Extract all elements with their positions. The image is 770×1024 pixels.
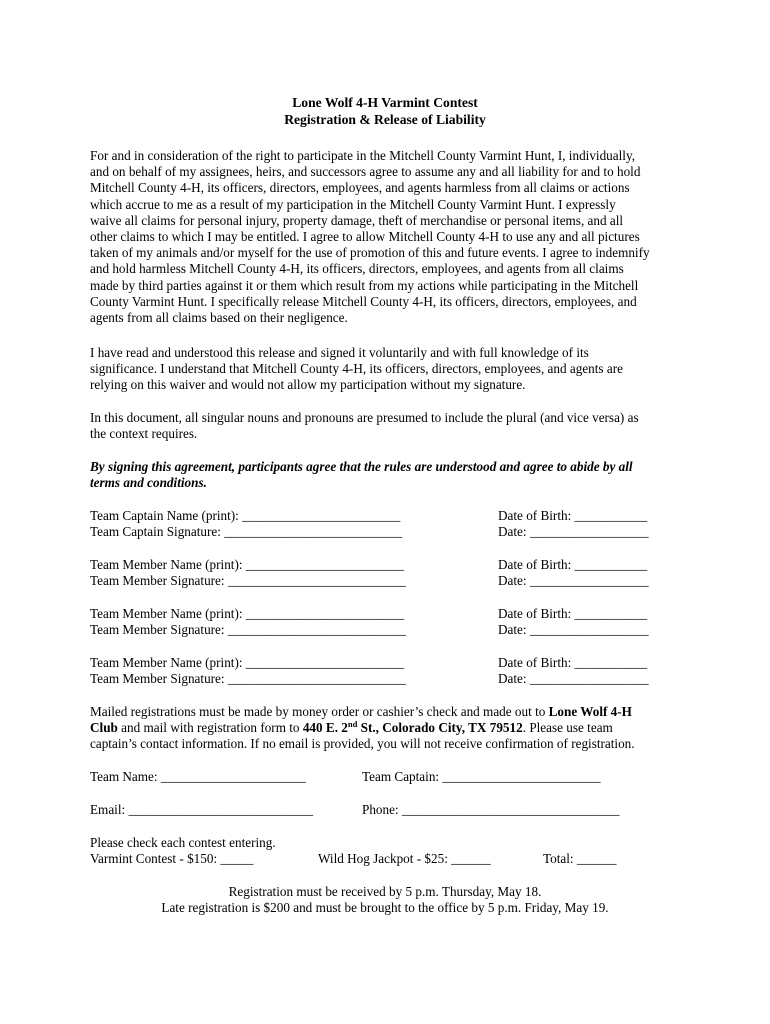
- release-line: For and in consideration of the right to participate in the Mitchell County Varmint Hunt, I, individually,: [90, 148, 635, 163]
- payee-name: Lone Wolf 4-H: [548, 704, 632, 719]
- agreement-line: By signing this agreement, participants agree that the rules are understood and agree to abide by all: [90, 459, 633, 474]
- payee-name-cont: Club: [90, 720, 118, 736]
- ack-line: relying on this waiver and would not allow my participation without my signature.: [90, 377, 526, 393]
- member-signature-field[interactable]: Team Member Signature: ___________________________: [90, 622, 406, 637]
- email-field[interactable]: Email: ____________________________: [90, 802, 314, 817]
- contest-instruction: Please check each contest entering.: [90, 835, 276, 850]
- ack-line: significance. I understand that Mitchell County 4-H, its officers, directors, employees, and agents are: [90, 361, 623, 377]
- member-signature-field[interactable]: Team Member Signature: ___________________________: [90, 573, 406, 588]
- ack-line: I have read and understood this release and signed it voluntarily and with full knowledge of its: [90, 345, 589, 360]
- form-title: Lone Wolf 4-H Varmint Contest: [292, 95, 478, 110]
- member-date-field[interactable]: Date: __________________: [498, 671, 649, 686]
- captain-name-field[interactable]: Team Captain Name (print): ________________________: [90, 508, 401, 523]
- agreement-statement: [90, 459, 682, 491]
- team-captain-field[interactable]: Team Captain: ________________________: [362, 769, 601, 784]
- mailing-text: Mailed registrations must be made by money order or cashier’s check and made out to: [90, 704, 549, 719]
- mailing-text: . Please use team: [522, 720, 613, 736]
- agreement-line: terms and conditions.: [90, 475, 207, 491]
- release-line: and on behalf of my assignees, heirs, and successors agree to assume any and all liability for and to hold: [90, 164, 641, 180]
- mailing-line: captain’s contact information. If no email is provided, you will not receive confirmation of registration.: [90, 736, 635, 752]
- member-name-field[interactable]: Team Member Name (print): ________________________: [90, 606, 405, 621]
- mailing-line: [90, 720, 682, 736]
- release-line: taken of my animals and/or myself for the use of promotion of this and future events. I agree to indemnify: [90, 245, 650, 261]
- phone-field[interactable]: Phone: _________________________________: [362, 802, 620, 817]
- form-subtitle: Registration & Release of Liability: [284, 112, 486, 127]
- release-paragraph: [90, 148, 682, 326]
- captain-date-field[interactable]: Date: __________________: [498, 524, 649, 539]
- captain-signature-field[interactable]: Team Captain Signature: ___________________________: [90, 524, 403, 539]
- total-field[interactable]: Total: ______: [543, 851, 617, 866]
- member-date-field[interactable]: Date: __________________: [498, 573, 649, 588]
- member-name-field[interactable]: Team Member Name (print): ________________________: [90, 557, 405, 572]
- wild-hog-jackpot-field[interactable]: Wild Hog Jackpot - $25: ______: [318, 851, 491, 866]
- release-line: made by third parties against it or them which result from my actions while participating in the Mitchell: [90, 277, 639, 293]
- interpretation-line: In this document, all singular nouns and pronouns are presumed to include the plural (and vice versa) as: [90, 410, 639, 425]
- address-ordinal: nd: [347, 719, 358, 730]
- interpretation-line: the context requires.: [90, 426, 198, 442]
- team-name-field[interactable]: Team Name: ______________________: [90, 769, 306, 784]
- mailing-text: and mail with registration form to: [117, 720, 303, 736]
- release-line: agents from all claims based on their negligence.: [90, 310, 348, 326]
- mailing-address-cont: St., Colorado City, TX 79512: [357, 720, 523, 736]
- interpretation-paragraph: [90, 410, 682, 442]
- mailing-line: [90, 704, 682, 720]
- member-date-field[interactable]: Date: __________________: [498, 622, 649, 637]
- release-line: County Varmint Hunt. I specifically release Mitchell County 4-H, its officers, directors, employees, and: [90, 293, 637, 309]
- member-dob-field[interactable]: Date of Birth: ___________: [498, 606, 648, 621]
- varmint-contest-field[interactable]: Varmint Contest - $150: _____: [90, 851, 254, 866]
- release-line: and hold harmless Mitchell County 4-H, its officers, directors, employees, and agents from all claims: [90, 261, 624, 277]
- acknowledgement-paragraph: [90, 345, 682, 394]
- member-dob-field[interactable]: Date of Birth: ___________: [498, 655, 648, 670]
- release-line: other claims to which I may be entitled. I agree to allow Mitchell County 4-H to use any and all pictures: [90, 229, 640, 245]
- captain-dob-field[interactable]: Date of Birth: ___________: [498, 508, 648, 523]
- late-registration-line: Late registration is $200 and must be brought to the office by 5 p.m. Friday, May 19.: [161, 900, 609, 915]
- release-line: waive all claims for personal injury, property damage, theft of merchandise or personal items, and all: [90, 212, 624, 228]
- release-line: Mitchell County 4-H, its officers, directors, employees, and agents harmless from all claims or actions: [90, 180, 630, 196]
- release-line: which accrue to me as a result of my participation in the Mitchell County Varmint Hunt. I expressly: [90, 196, 616, 212]
- member-dob-field[interactable]: Date of Birth: ___________: [498, 557, 648, 572]
- member-signature-field[interactable]: Team Member Signature: ___________________________: [90, 671, 406, 686]
- mailing-instructions: [90, 704, 682, 753]
- mailing-address: 440 E. 2: [302, 720, 348, 736]
- deadline-line: Registration must be received by 5 p.m. Thursday, May 18.: [228, 884, 542, 899]
- member-name-field[interactable]: Team Member Name (print): ________________________: [90, 655, 405, 670]
